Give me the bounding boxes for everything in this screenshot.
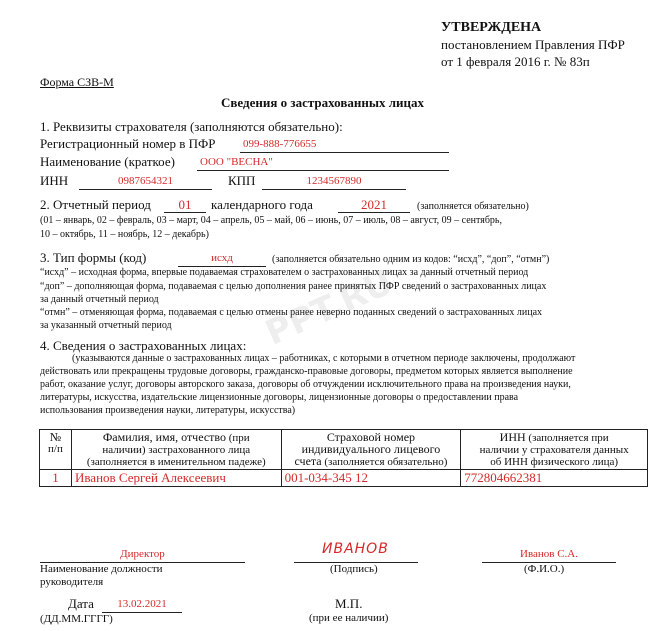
section4-p5: использования произведения науки, литературы, искусства) — [40, 405, 296, 416]
form-code: Форма СЗВ-М — [40, 75, 114, 89]
approval-title: УТВЕРЖДЕНА — [441, 20, 542, 35]
form-type-line1: “исхд” – исходная форма, впервые подаваемая страхователем о застрахованных лицах за данный отчетный период — [40, 267, 529, 278]
watermark: PPT.RU — [259, 262, 399, 354]
section4-p2: действовать или прекращены трудовые договоры, гражданско-правовые договоры, предметом которых является выполнение — [40, 366, 573, 377]
form-type-label: 3. Тип формы (код) — [40, 250, 147, 265]
approval-line1: постановлением Правления ПФР — [441, 37, 625, 52]
section4-p3: работ, оказание услуг, договоры авторского заказа, договоры об отчуждении исключительного права на произведения науки, — [40, 379, 571, 390]
date-format: (ДД.ММ.ГГГГ) — [40, 613, 113, 625]
position-label2: руководителя — [40, 576, 104, 588]
table-header-row — [40, 430, 648, 470]
row-inn[interactable]: 772804662381 — [461, 470, 648, 487]
fio-label: (Ф.И.О.) — [524, 563, 565, 575]
row-fio[interactable]: Иванов Сергей Алексеевич — [71, 470, 281, 487]
date-field[interactable]: 13.02.2021 — [102, 598, 182, 613]
mp-note: (при ее наличии) — [309, 612, 389, 624]
form-type-line3: за данный отчетный период — [40, 294, 159, 305]
header-fio: Фамилия, имя, отчество (при наличии) застрахованного лица (заполняется в именительном падеже) — [71, 430, 281, 470]
document-title: Сведения о застрахованных лицах — [221, 95, 424, 110]
form-type-line2: “доп” – дополняющая форма, подаваемая с целью дополнения ранее принятых ПФР сведений о застрахованных лицах — [40, 281, 547, 292]
form-type-line4: “отмн” – отменяющая форма, подаваемая с целью отмены ранее неверно поданных сведений о застрахованных лицах — [40, 307, 543, 318]
signature-value: ИВАНОВ — [322, 541, 389, 557]
section4-heading: 4. Сведения о застрахованных лицах: — [40, 338, 247, 353]
table-row — [40, 470, 648, 487]
insured-persons-table — [39, 429, 648, 487]
mp-label: М.П. — [335, 596, 363, 611]
inn-field[interactable]: 0987654321 — [79, 175, 212, 190]
row-snils[interactable]: 001-034-345 12 — [281, 470, 461, 487]
approval-line2: от 1 февраля 2016 г. № 83п — [441, 54, 590, 69]
position-label1: Наименование должности — [40, 563, 163, 575]
reg-number-field[interactable]: 099-888-776655 — [240, 138, 449, 153]
org-name-label: Наименование (краткое) — [40, 154, 175, 169]
year-label: календарного года — [211, 197, 313, 212]
period-note: (заполняется обязательно) — [417, 201, 529, 212]
kpp-field[interactable]: 1234567890 — [262, 175, 406, 190]
header-inn: ИНН (заполняется при наличии у страхователя данных об ИНН физического лица) — [461, 430, 648, 470]
signature-label: (Подпись) — [330, 563, 378, 575]
org-name-field[interactable]: ООО "ВЕСНА" — [197, 156, 449, 171]
section4-p4: литературы, искусства, издательские лицензионные договоры, лицензионные договоры о предоставлении права — [40, 392, 519, 403]
header-snils: Страховой номер индивидуального лицевого счета (заполняется обязательно) — [281, 430, 461, 470]
period-label: 2. Отчетный период — [40, 197, 151, 212]
form-type-note: (заполняется обязательно одним из кодов: “исхд”, “доп”, “отмн”) — [272, 254, 550, 265]
header-number: № п/п — [40, 430, 72, 470]
kpp-label: КПП — [228, 173, 256, 188]
row-number[interactable]: 1 — [40, 470, 72, 487]
section1-heading: 1. Реквизиты страхователя (заполняются обязательно): — [40, 119, 343, 134]
year-field[interactable]: 2021 — [338, 197, 410, 213]
reg-number-label: Регистрационный номер в ПФР — [40, 136, 216, 151]
position-field[interactable]: Директор — [40, 548, 245, 563]
fio-field[interactable]: Иванов С.А. — [482, 548, 616, 563]
form-type-field[interactable]: исхд — [178, 252, 266, 267]
months-line1: (01 – январь, 02 – февраль, 03 – март, 04 – апрель, 05 – май, 06 – июнь, 07 – июль, 08 – август, 09 – сентябрь, — [40, 215, 502, 226]
section4-p1: (указываются данные о застрахованных лицах – работниках, с которыми в отчетном периоде заключены, продолжают — [72, 353, 576, 364]
form-type-line5: за указанный отчетный период — [40, 320, 172, 331]
period-field[interactable]: 01 — [164, 197, 206, 213]
inn-label: ИНН — [40, 173, 69, 188]
months-line2: 10 – октябрь, 11 – ноябрь, 12 – декабрь) — [40, 229, 209, 240]
date-label: Дата — [68, 596, 94, 611]
